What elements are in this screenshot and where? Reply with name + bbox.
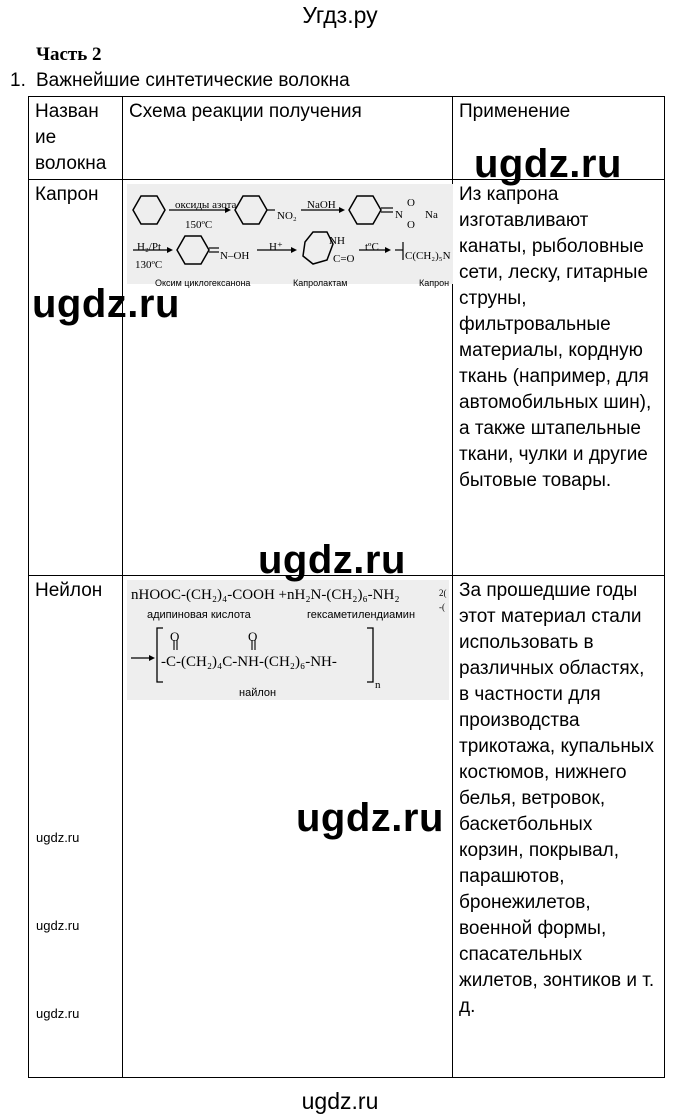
watermark-small: ugdz.ru: [36, 830, 80, 845]
arrow-5-head: [385, 247, 391, 253]
task-number: 1.: [10, 70, 26, 91]
salt-o-top: O: [407, 197, 415, 209]
label-oxime: Оксим циклогексанона: [155, 278, 251, 288]
label-adipic-acid: адипиновая кислота: [147, 609, 251, 621]
section-title: Часть 2: [36, 44, 102, 65]
fibers-table: [28, 96, 665, 1078]
condition-130: 130ºC: [135, 259, 163, 271]
condition-t: tºC: [365, 241, 379, 253]
task-title: Важнейшие синтетические волокна: [36, 70, 350, 91]
arrow-product-head: [149, 655, 155, 661]
oxygen-1: O: [170, 629, 180, 644]
nitrocyclohexane-ring: [235, 196, 267, 224]
nylon-polymer-formula: -C-(CH₂)₄C-NH-(CH₂)₆-NH-: [161, 654, 337, 670]
nylon-scheme: [127, 580, 449, 700]
polymer-formula: C(CH₂)₅N: [405, 250, 451, 262]
arrow-condition-bottom: -(: [439, 602, 445, 612]
watermark: ugdz.ru: [296, 796, 444, 840]
label-hmda: гексаметилендиамин: [307, 609, 416, 621]
cyclohexane-ring: [133, 196, 165, 224]
watermark-small: ugdz.ru: [36, 1006, 80, 1021]
site-footer: ugdz.ru: [301, 1088, 379, 1114]
salt-n: N: [395, 209, 403, 221]
reagent-naoh: NaOH: [307, 199, 336, 211]
salt-o-bottom: O: [407, 219, 415, 231]
arrow-2-head: [339, 207, 345, 213]
label-capron: Капрон: [419, 278, 450, 288]
application-text: За прошедшие годы этот материал стали использовать в различных областях, в частности для производства трикотажа, купальных костюмов, нижнего белья, ветровок, баскетбольных корзин, покрывал, парашютов, бронежилетов, военной формы, спасательных жилетов, зонтиков и т. д.: [453, 576, 665, 1078]
header-name: Назван ие волокна: [29, 97, 123, 180]
arrow-3-head: [167, 247, 173, 253]
capron-scheme: [127, 184, 453, 288]
site-title: Угдз.ру: [302, 2, 378, 28]
watermark: ugdz.ru: [258, 538, 406, 582]
reaction-scheme-cell: [123, 180, 453, 576]
subscript-n: n: [375, 679, 381, 691]
lactam-co: C=O: [333, 253, 355, 265]
oxygen-2: O: [248, 629, 258, 644]
arrow-condition-top: 2(: [439, 588, 447, 598]
reagent-h-plus: H⁺: [269, 241, 283, 253]
label-nylon: найлон: [239, 687, 277, 699]
watermark: ugdz.ru: [32, 282, 180, 326]
oxime-ring: [177, 236, 209, 264]
header-scheme: Схема реакции получения: [123, 97, 453, 180]
salt-na: Na: [425, 209, 438, 221]
table-row: [29, 180, 665, 576]
watermark-small: ugdz.ru: [36, 918, 80, 933]
fiber-name: Нейлон: [29, 576, 123, 1078]
nylon-reactants: nHOOC-(CH₂)₄-COOH +nH₂N-(CH₂)₆-NH₂: [131, 587, 400, 603]
nitro-group: NO₂: [277, 210, 297, 222]
reagent-nitrogen-oxides: оксиды азота: [175, 199, 237, 211]
arrow-4-head: [291, 247, 297, 253]
lactam-nh: NH: [329, 235, 345, 247]
fiber-name: Капрон: [29, 180, 123, 576]
salt-ring: [349, 196, 381, 224]
application-text: Из капрона изготавливают канаты, рыболовные сети, леску, гитарные струны, фильтровальные материалы, кордную ткань (например, для автомобильных шин), а также штапельные ткани, чулки и другие бытовые товары.: [453, 180, 665, 576]
reagent-h2-pt: H₂/Pt: [137, 241, 162, 253]
condition-150: 150ºC: [185, 219, 213, 231]
header-application: Применение: [453, 97, 665, 180]
watermark: ugdz.ru: [474, 142, 622, 186]
bracket-right: [367, 628, 373, 682]
label-caprolactam: Капролактам: [293, 278, 348, 288]
task-heading: [10, 70, 350, 92]
oxime-group: N–OH: [220, 250, 250, 262]
